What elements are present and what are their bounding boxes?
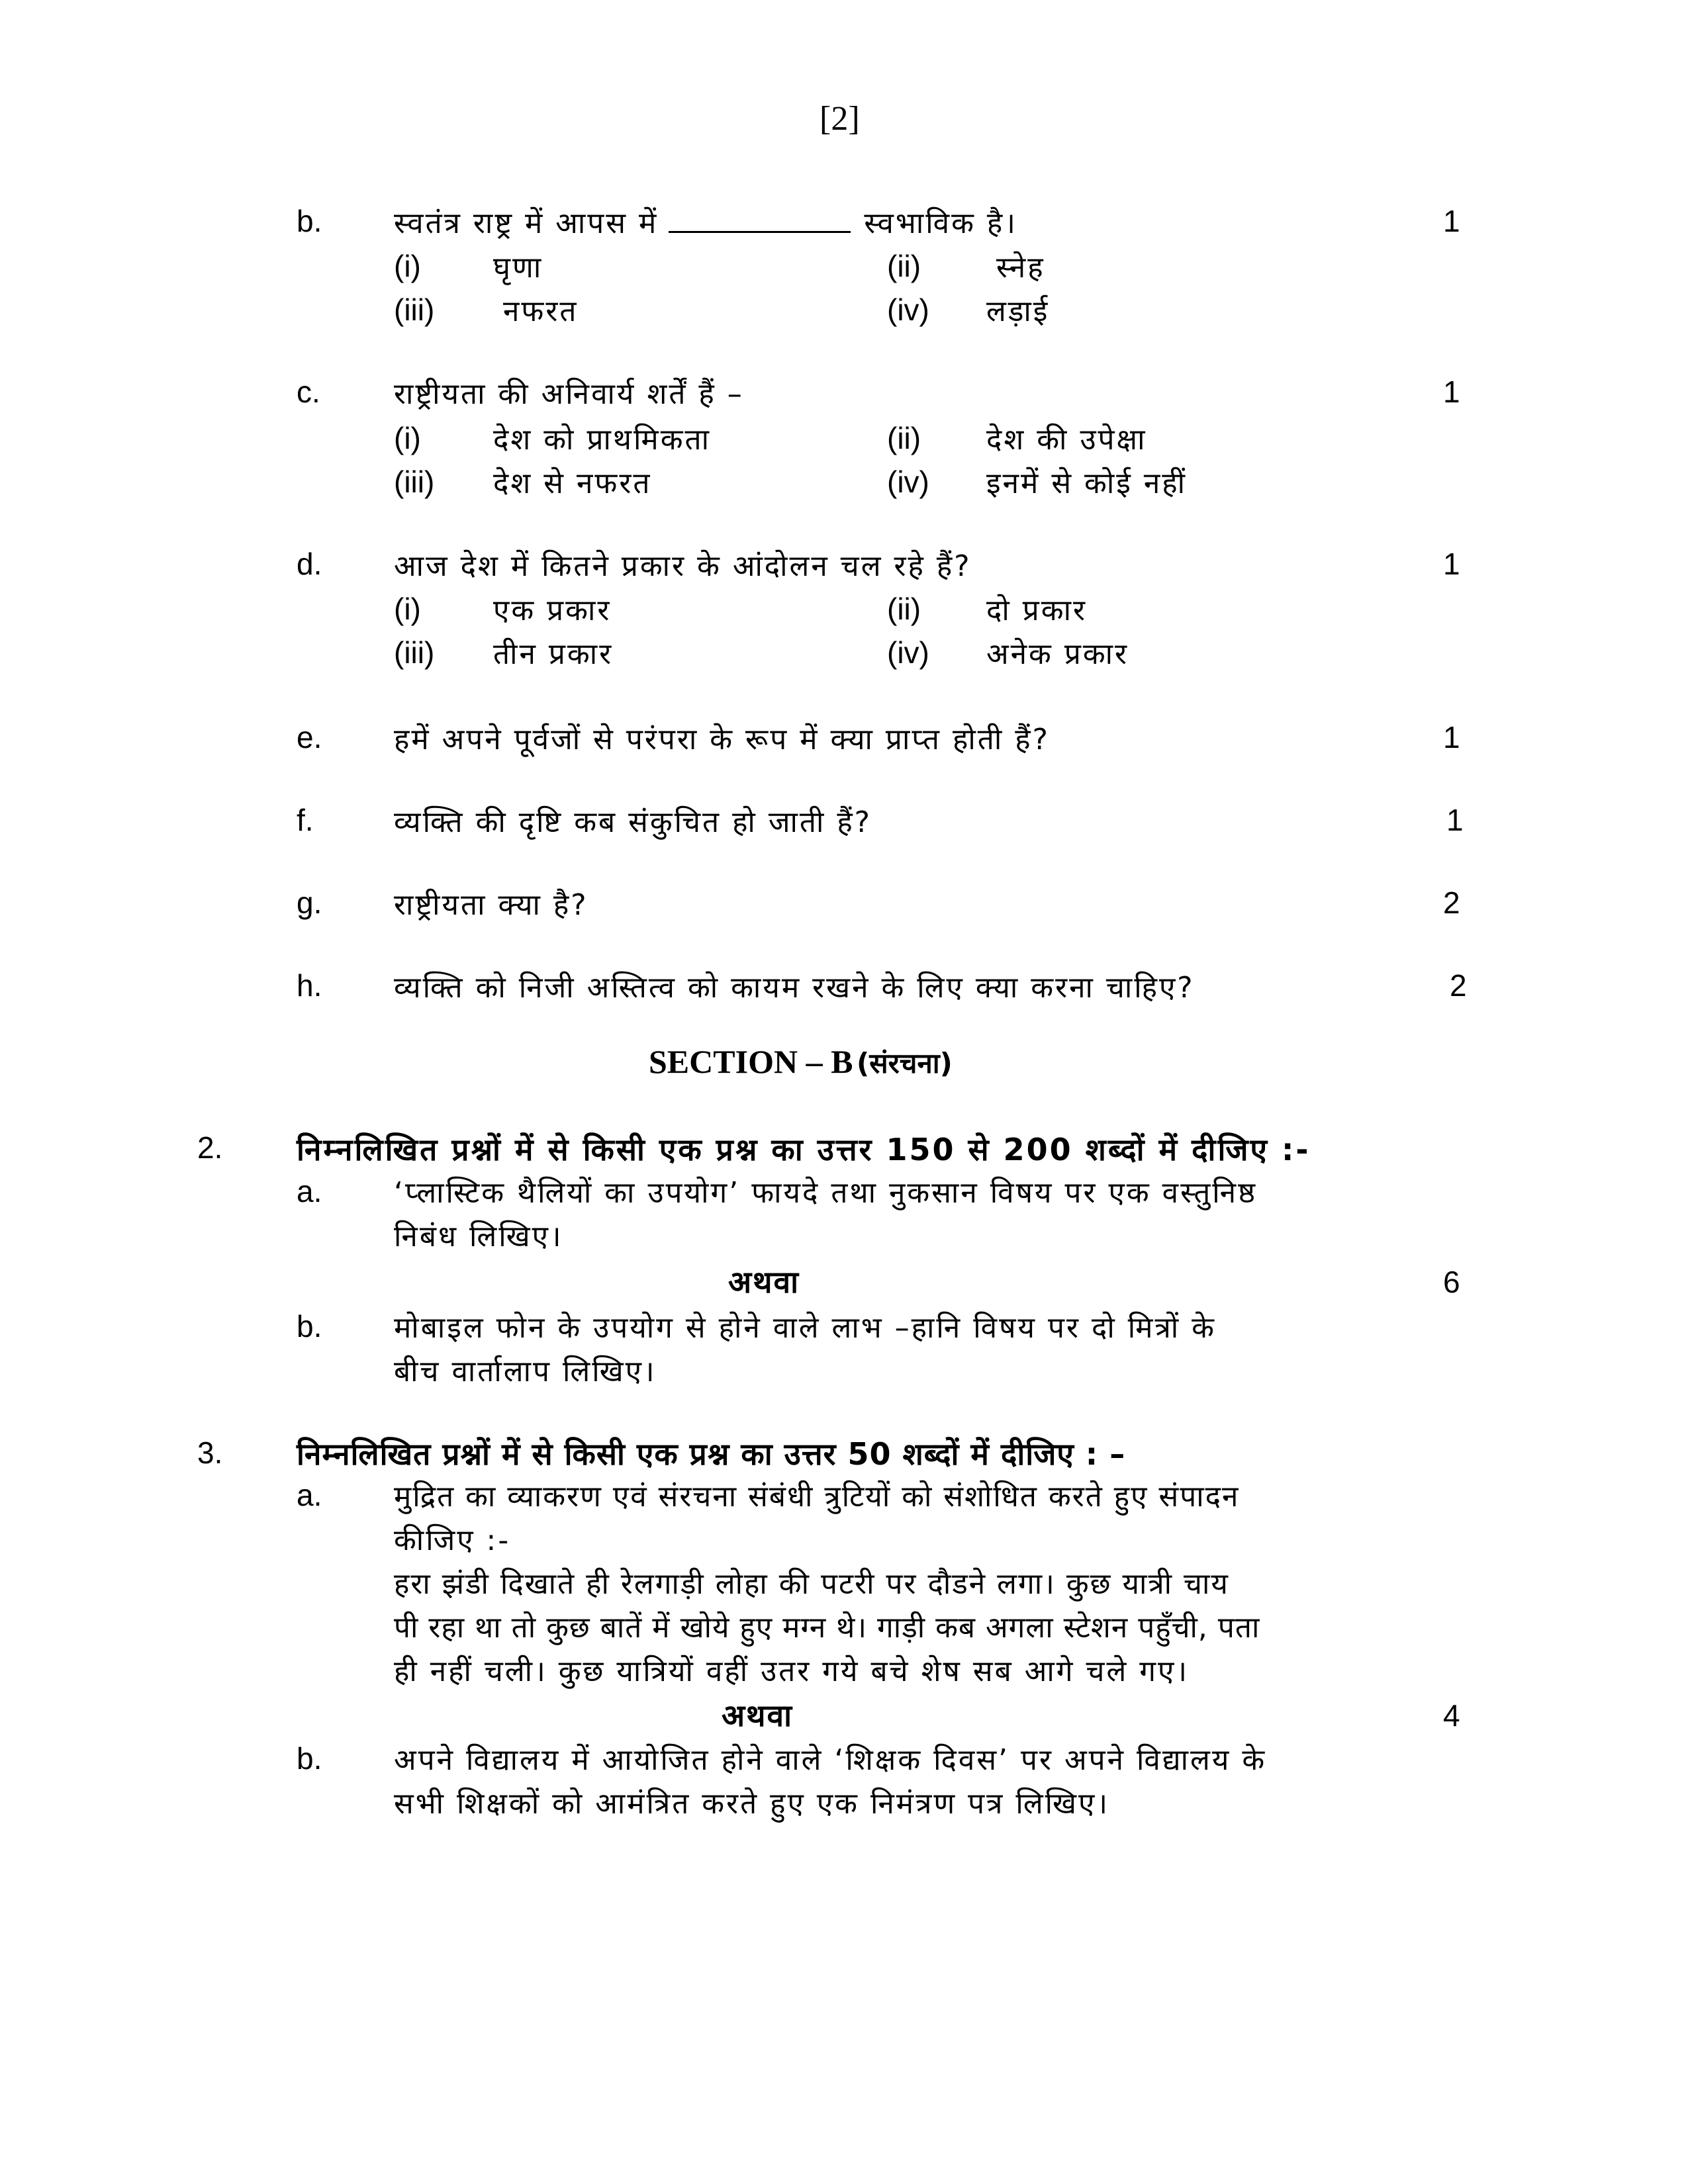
marks: 1 <box>1443 204 1460 238</box>
option-label: a. <box>297 1174 322 1208</box>
marks: 1 <box>1443 720 1460 754</box>
or-divider: अथवा <box>728 1264 800 1300</box>
option-number: (iii) <box>394 293 435 327</box>
marks: 2 <box>1450 968 1467 1003</box>
option-text: नफरत <box>503 295 579 328</box>
option-text: घृणा <box>493 251 543 285</box>
question-text: राष्ट्रीयता की अनिवार्य शर्तें हैं – <box>394 377 744 411</box>
option-number: (iii) <box>394 635 435 670</box>
option-number: (i) <box>394 421 421 455</box>
question-text <box>394 202 1017 242</box>
marks: 1 <box>1443 375 1460 409</box>
option-text: एक प्रकार <box>493 594 612 627</box>
question-number: 3. <box>197 1435 223 1470</box>
passage-line: ही नहीं चली। कुछ यात्रियों वहीं उतर गये बचे शेष सब आगे चले गए। <box>394 1655 1190 1688</box>
question-label: h. <box>297 968 322 1003</box>
question-text: राष्ट्रीयता क्या है? <box>394 888 588 922</box>
question-text-after: स्वभाविक है। <box>864 206 1017 240</box>
marks: 2 <box>1443 886 1460 920</box>
section-heading <box>649 1042 953 1081</box>
option-text: देश की उपेक्षा <box>986 423 1147 457</box>
option-number: (i) <box>394 249 421 283</box>
marks: 1 <box>1446 803 1464 837</box>
marks: 1 <box>1443 547 1460 581</box>
question-label: b. <box>297 204 322 238</box>
option-number: (iv) <box>887 293 929 327</box>
option-b-line: सभी शिक्षकों को आमंत्रित करते हुए एक निमंत्रण पत्र लिखिए। <box>394 1787 1110 1821</box>
option-text: अनेक प्रकार <box>986 637 1129 671</box>
page-number: [2] <box>820 100 860 138</box>
question-text: व्यक्ति की दृष्टि कब संकुचित हो जाती हैं? <box>394 805 872 839</box>
option-label: b. <box>297 1741 322 1776</box>
section-title: SECTION – B <box>649 1043 853 1080</box>
fill-in-blank <box>669 205 851 233</box>
question-text: हमें अपने पूर्वजों से परंपरा के रूप में क्या प्राप्त होती हैं? <box>394 723 1050 756</box>
option-number: (ii) <box>887 421 921 455</box>
question-instruction: निम्नलिखित प्रश्नों में से किसी एक प्रश्न का उत्तर 50 शब्दों में दीजिए : – <box>297 1436 1126 1472</box>
passage-line: पी रहा था तो कुछ बातें में खोये हुए मग्न थे। गाड़ी कब अगला स्टेशन पहुँची, पता <box>394 1611 1260 1645</box>
option-text: इनमें से कोई नहीं <box>986 467 1188 500</box>
option-a-line: ‘प्लास्टिक थैलियों का उपयोग’ फायदे तथा नुकसान विषय पर एक वस्तुनिष्ठ <box>394 1176 1258 1210</box>
option-number: (ii) <box>887 592 921 626</box>
question-text: व्यक्ति को निजी अस्तित्व को कायम रखने के लिए क्या करना चाहिए? <box>394 971 1195 1005</box>
or-divider: अथवा <box>722 1698 794 1733</box>
option-text: देश से नफरत <box>493 467 652 500</box>
option-text: लड़ाई <box>986 295 1050 328</box>
option-b-line: बीच वार्तालाप लिखिए। <box>394 1355 657 1388</box>
option-a-line: मुद्रित का व्याकरण एवं संरचना संबंधी त्रुटियों को संशोधित करते हुए संपादन <box>394 1480 1240 1514</box>
question-label: e. <box>297 720 322 754</box>
marks: 6 <box>1443 1265 1460 1299</box>
option-a-line: निबंध लिखिए। <box>394 1220 563 1253</box>
section-title-hindi: (संरचना) <box>857 1047 953 1079</box>
question-number: 2. <box>197 1130 223 1165</box>
question-label: d. <box>297 547 322 581</box>
question-text-before: स्वतंत्र राष्ट्र में आपस में <box>394 206 659 240</box>
option-number: (iv) <box>887 465 929 499</box>
question-label: f. <box>297 803 314 837</box>
marks: 4 <box>1443 1698 1460 1733</box>
question-label: g. <box>297 886 322 920</box>
option-number: (ii) <box>887 249 921 283</box>
option-b-line: अपने विद्यालय में आयोजित होने वाले ‘शिक्षक दिवस’ पर अपने विद्यालय के <box>394 1743 1267 1777</box>
option-text: स्नेह <box>996 251 1045 285</box>
option-a-line: कीजिए :- <box>394 1524 511 1557</box>
option-text: दो प्रकार <box>986 594 1087 627</box>
option-label: a. <box>297 1478 322 1512</box>
passage-line: हरा झंडी दिखाते ही रेलगाड़ी लोहा की पटरी पर दौडने लगा। कुछ यात्री चाय <box>394 1567 1229 1601</box>
option-text: देश को प्राथमिकता <box>493 423 711 457</box>
question-text: आज देश में कितने प्रकार के आंदोलन चल रहे हैं? <box>394 549 972 583</box>
question-instruction: निम्नलिखित प्रश्नों में से किसी एक प्रश्न का उत्तर 150 से 200 शब्दों में दीजिए :- <box>297 1132 1311 1167</box>
question-label: c. <box>297 375 320 409</box>
option-number: (iii) <box>394 465 435 499</box>
option-label: b. <box>297 1309 322 1343</box>
option-number: (i) <box>394 592 421 626</box>
option-number: (iv) <box>887 635 929 670</box>
option-text: तीन प्रकार <box>493 637 614 671</box>
option-b-line: मोबाइल फोन के उपयोग से होने वाले लाभ –हानि विषय पर दो मित्रों के <box>394 1311 1216 1345</box>
